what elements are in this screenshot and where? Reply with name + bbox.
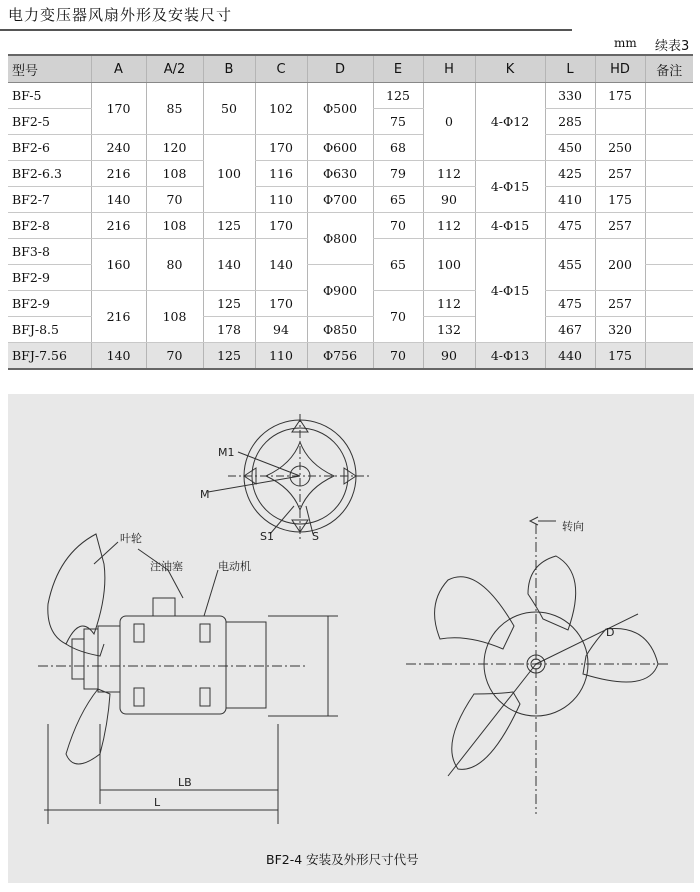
label-l: L bbox=[154, 796, 161, 809]
cell-a: 170 bbox=[91, 83, 146, 135]
cell-k: 4-Φ12 bbox=[475, 83, 545, 161]
cell-e: 65 bbox=[373, 187, 423, 213]
cell-remark bbox=[645, 83, 693, 109]
col-header-model: 型号 bbox=[8, 55, 91, 83]
cell-a-half: 120 bbox=[146, 135, 203, 161]
cell-model: BFJ-7.56 bbox=[8, 343, 91, 370]
cell-c: 110 bbox=[255, 343, 307, 370]
cell-model: BF-5 bbox=[8, 83, 91, 109]
cell-model: BF2-6.3 bbox=[8, 161, 91, 187]
col-header-d: D bbox=[307, 55, 373, 83]
cell-model: BF2-6 bbox=[8, 135, 91, 161]
cell-a-half: 70 bbox=[146, 187, 203, 213]
cell-b: 178 bbox=[203, 317, 255, 343]
col-header-remark: 备注 bbox=[645, 55, 693, 83]
cell-e: 65 bbox=[373, 239, 423, 291]
cell-a-half: 85 bbox=[146, 83, 203, 135]
cell-b: 50 bbox=[203, 83, 255, 135]
cell-d: Φ600 bbox=[307, 135, 373, 161]
col-header-c: C bbox=[255, 55, 307, 83]
cell-c: 116 bbox=[255, 161, 307, 187]
cell-l: 330 bbox=[545, 83, 595, 109]
cell-a: 140 bbox=[91, 343, 146, 370]
cell-e: 68 bbox=[373, 135, 423, 161]
cell-l: 410 bbox=[545, 187, 595, 213]
col-header-a: A bbox=[91, 55, 146, 83]
cell-d: Φ500 bbox=[307, 83, 373, 135]
table-row bbox=[8, 343, 693, 370]
col-header-h: H bbox=[423, 55, 475, 83]
cell-e: 70 bbox=[373, 213, 423, 239]
table-header-row bbox=[8, 55, 693, 83]
cell-h: 0 bbox=[423, 83, 475, 161]
table-row bbox=[8, 135, 693, 161]
continued-label: 续表3 bbox=[655, 39, 690, 54]
cell-remark bbox=[645, 317, 693, 343]
cell-model: BF2-9 bbox=[8, 265, 91, 291]
cell-model: BF2-8 bbox=[8, 213, 91, 239]
cell-a: 216 bbox=[91, 161, 146, 187]
cell-hd: 257 bbox=[595, 161, 645, 187]
cell-model: BF2-7 bbox=[8, 187, 91, 213]
cell-b: 125 bbox=[203, 343, 255, 370]
cell-c: 170 bbox=[255, 213, 307, 239]
cell-hd: 175 bbox=[595, 187, 645, 213]
cell-a: 140 bbox=[91, 187, 146, 213]
cell-hd: 200 bbox=[595, 239, 645, 291]
unit-label: mm bbox=[614, 36, 637, 50]
cell-a: 216 bbox=[91, 213, 146, 239]
cell-hd: 175 bbox=[595, 343, 645, 370]
title-rule bbox=[0, 29, 572, 31]
cell-k: 4-Φ15 bbox=[475, 161, 545, 213]
cell-remark bbox=[645, 161, 693, 187]
cell-c: 170 bbox=[255, 291, 307, 317]
cell-remark bbox=[645, 265, 693, 291]
cell-l: 285 bbox=[545, 109, 595, 135]
label-impeller: 叶轮 bbox=[120, 532, 142, 545]
fan-front-view bbox=[406, 517, 668, 814]
cell-b: 125 bbox=[203, 291, 255, 317]
cell-model: BF2-5 bbox=[8, 109, 91, 135]
cell-remark bbox=[645, 343, 693, 370]
cell-remark bbox=[645, 239, 693, 265]
cell-h: 100 bbox=[423, 239, 475, 291]
table-row bbox=[8, 83, 693, 109]
cell-hd: 257 bbox=[595, 291, 645, 317]
table-row bbox=[8, 161, 693, 187]
cell-hd: 250 bbox=[595, 135, 645, 161]
cell-d: Φ900 bbox=[307, 265, 373, 317]
label-rotation: 转向 bbox=[562, 520, 584, 533]
cell-e: 70 bbox=[373, 291, 423, 343]
cell-e: 70 bbox=[373, 343, 423, 370]
cell-remark bbox=[645, 187, 693, 213]
cell-l: 425 bbox=[545, 161, 595, 187]
cell-c: 110 bbox=[255, 187, 307, 213]
hub-front-view bbox=[208, 414, 370, 540]
col-header-e: E bbox=[373, 55, 423, 83]
cell-h: 112 bbox=[423, 213, 475, 239]
label-s: S bbox=[312, 530, 319, 543]
cell-h: 132 bbox=[423, 317, 475, 343]
cell-model: BF2-9 bbox=[8, 291, 91, 317]
spec-table bbox=[8, 54, 693, 370]
cell-l: 440 bbox=[545, 343, 595, 370]
cell-a: 216 bbox=[91, 291, 146, 343]
cell-a-half: 108 bbox=[146, 161, 203, 187]
col-header-l: L bbox=[545, 55, 595, 83]
cell-model: BF3-8 bbox=[8, 239, 91, 265]
cell-remark bbox=[645, 291, 693, 317]
cell-a-half: 108 bbox=[146, 291, 203, 343]
cell-d: Φ630 bbox=[307, 161, 373, 187]
cell-l: 455 bbox=[545, 239, 595, 291]
cell-e: 125 bbox=[373, 83, 423, 109]
col-header-k: K bbox=[475, 55, 545, 83]
cell-d: Φ756 bbox=[307, 343, 373, 370]
installation-drawing bbox=[8, 394, 694, 883]
cell-hd bbox=[595, 109, 645, 135]
cell-k: 4-Φ13 bbox=[475, 343, 545, 370]
cell-d: Φ850 bbox=[307, 317, 373, 343]
cell-l: 467 bbox=[545, 317, 595, 343]
cell-b: 100 bbox=[203, 135, 255, 213]
cell-remark bbox=[645, 213, 693, 239]
table-row bbox=[8, 213, 693, 239]
cell-h: 90 bbox=[423, 343, 475, 370]
cell-a: 240 bbox=[91, 135, 146, 161]
label-m1: M1 bbox=[218, 446, 235, 459]
cell-hd: 320 bbox=[595, 317, 645, 343]
cell-h: 90 bbox=[423, 187, 475, 213]
cell-h: 112 bbox=[423, 161, 475, 187]
cell-c: 102 bbox=[255, 83, 307, 135]
label-m: M bbox=[200, 488, 210, 501]
cell-k: 4-Φ15 bbox=[475, 239, 545, 343]
cell-l: 450 bbox=[545, 135, 595, 161]
cell-l: 475 bbox=[545, 213, 595, 239]
cell-d: Φ800 bbox=[307, 213, 373, 265]
col-header-b: B bbox=[203, 55, 255, 83]
cell-a-half: 70 bbox=[146, 343, 203, 370]
label-motor: 电动机 bbox=[218, 560, 251, 573]
cell-model: BFJ-8.5 bbox=[8, 317, 91, 343]
cell-k: 4-Φ15 bbox=[475, 213, 545, 239]
cell-a: 160 bbox=[91, 239, 146, 291]
drawing-svg bbox=[8, 394, 694, 883]
cell-a-half: 80 bbox=[146, 239, 203, 291]
cell-e: 79 bbox=[373, 161, 423, 187]
table-row bbox=[8, 187, 693, 213]
label-lb: LB bbox=[178, 776, 192, 789]
page-title: 电力变压器风扇外形及安装尺寸 bbox=[8, 6, 233, 24]
label-oil-plug: 注油塞 bbox=[150, 560, 183, 573]
label-d: D bbox=[606, 626, 615, 639]
cell-e: 75 bbox=[373, 109, 423, 135]
cell-hd: 175 bbox=[595, 83, 645, 109]
label-s1: S1 bbox=[260, 530, 274, 543]
cell-remark bbox=[645, 135, 693, 161]
cell-b: 140 bbox=[203, 239, 255, 291]
col-header-a-half: A/2 bbox=[146, 55, 203, 83]
cell-b: 125 bbox=[203, 213, 255, 239]
cell-l: 475 bbox=[545, 291, 595, 317]
cell-h: 112 bbox=[423, 291, 475, 317]
cell-c: 170 bbox=[255, 135, 307, 161]
cell-c: 140 bbox=[255, 239, 307, 291]
cell-d: Φ700 bbox=[307, 187, 373, 213]
cell-hd: 257 bbox=[595, 213, 645, 239]
cell-c: 94 bbox=[255, 317, 307, 343]
cell-remark bbox=[645, 109, 693, 135]
cell-a-half: 108 bbox=[146, 213, 203, 239]
drawing-caption: BF2-4 安装及外形尺寸代号 bbox=[266, 852, 419, 867]
col-header-hd: HD bbox=[595, 55, 645, 83]
